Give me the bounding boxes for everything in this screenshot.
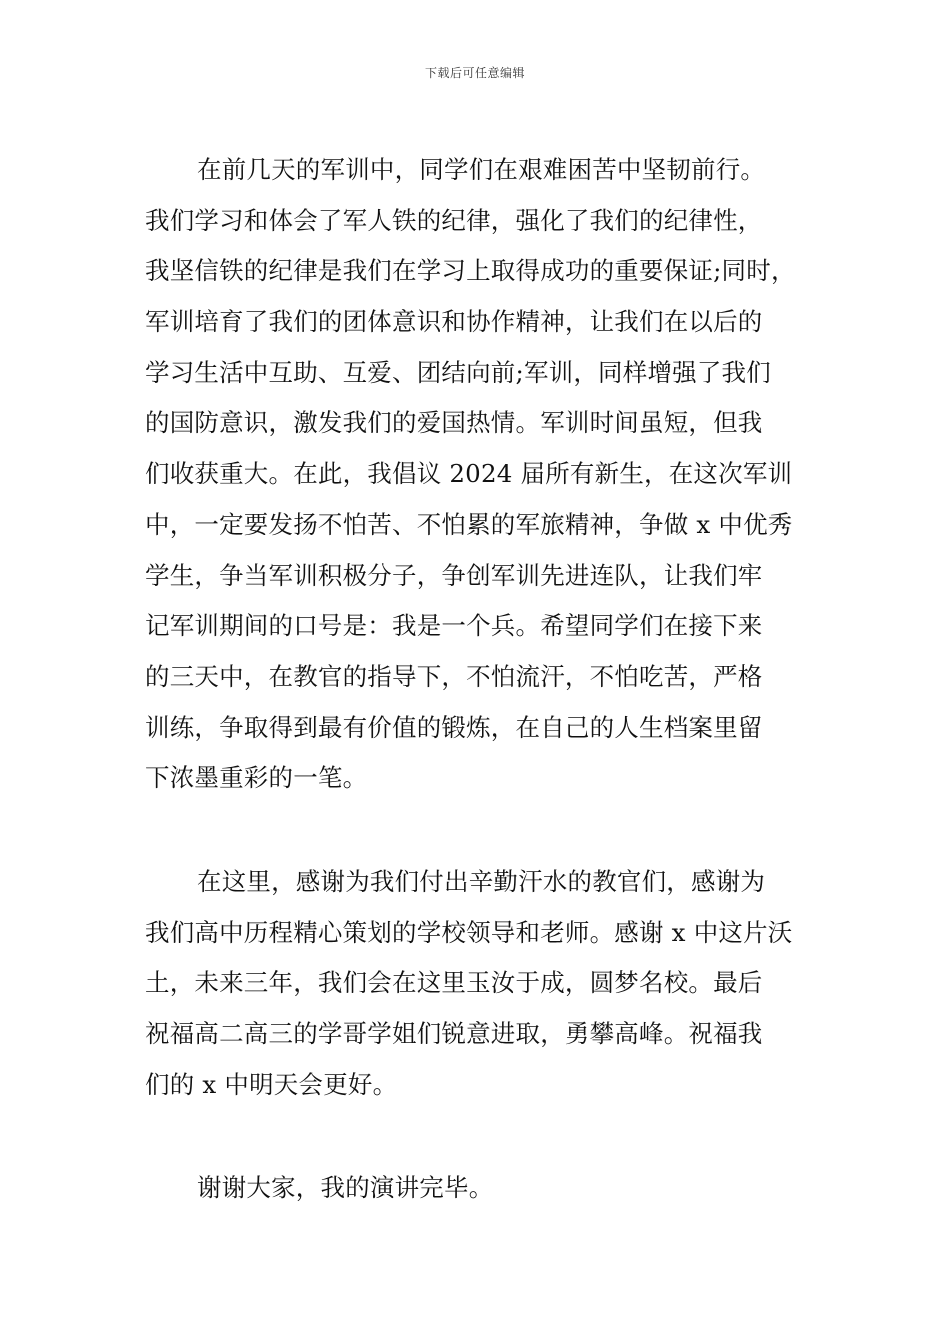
paragraph-spacer <box>145 1110 815 1163</box>
paragraph-line: 在这里，感谢为我们付出辛勤汗水的教官们，感谢为 <box>197 866 766 896</box>
paragraph-line: 中，一定要发扬不怕苦、不怕累的军旅精神，争做 x 中优秀 <box>145 509 793 539</box>
paragraph-line: 们的 x 中明天会更好。 <box>145 1069 398 1099</box>
page-header-note: 下载后可任意编辑 <box>424 66 525 80</box>
speech-body <box>145 145 815 1214</box>
paragraph-line: 军训培育了我们的团体意识和协作精神，让我们在以后的 <box>145 307 763 337</box>
paragraph-3 <box>145 1163 815 1214</box>
paragraph-2 <box>145 857 815 1110</box>
paragraph-1 <box>145 145 815 804</box>
paragraph-line: 祝福高二高三的学哥学姐们锐意进取，勇攀高峰。祝福我 <box>145 1019 763 1048</box>
paragraph-line: 训练，争取得到最有价值的锻炼，在自己的人生档案里留 <box>145 712 763 742</box>
paragraph-line: 土，未来三年，我们会在这里玉汝于成，圆梦名校。最后 <box>145 968 763 998</box>
paragraph-line: 记军训期间的口号是：我是一个兵。希望同学们在接下来 <box>145 611 763 641</box>
paragraph-line: 谢谢大家，我的演讲完毕。 <box>197 1173 494 1203</box>
paragraph-spacer <box>145 804 815 857</box>
paragraph-line: 我坚信铁的纪律是我们在学习上取得成功的重要保证;同时， <box>145 256 796 286</box>
paragraph-line: 在前几天的军训中，同学们在艰难困苦中坚韧前行。 <box>197 155 766 184</box>
paragraph-line: 学习生活中互助、互爱、团结向前;军训，同样增强了我们 <box>145 357 771 387</box>
paragraph-line: 的国防意识，激发我们的爱国热情。军训时间虽短，但我 <box>145 408 763 438</box>
paragraph-line: 我们高中历程精心策划的学校领导和老师。感谢 x 中这片沃 <box>145 917 793 947</box>
paragraph-line: 们收获重大。在此，我倡议 2024 届所有新生，在这次军训 <box>145 459 793 489</box>
paragraph-line: 我们学习和体会了军人铁的纪律，强化了我们的纪律性， <box>145 205 763 235</box>
paragraph-line: 学生，争当军训积极分子，争创军训先进连队，让我们牢 <box>145 560 763 590</box>
paragraph-line: 的三天中，在教官的指导下，不怕流汗，不怕吃苦，严格 <box>145 661 763 691</box>
paragraph-line: 下浓墨重彩的一笔。 <box>145 763 368 793</box>
